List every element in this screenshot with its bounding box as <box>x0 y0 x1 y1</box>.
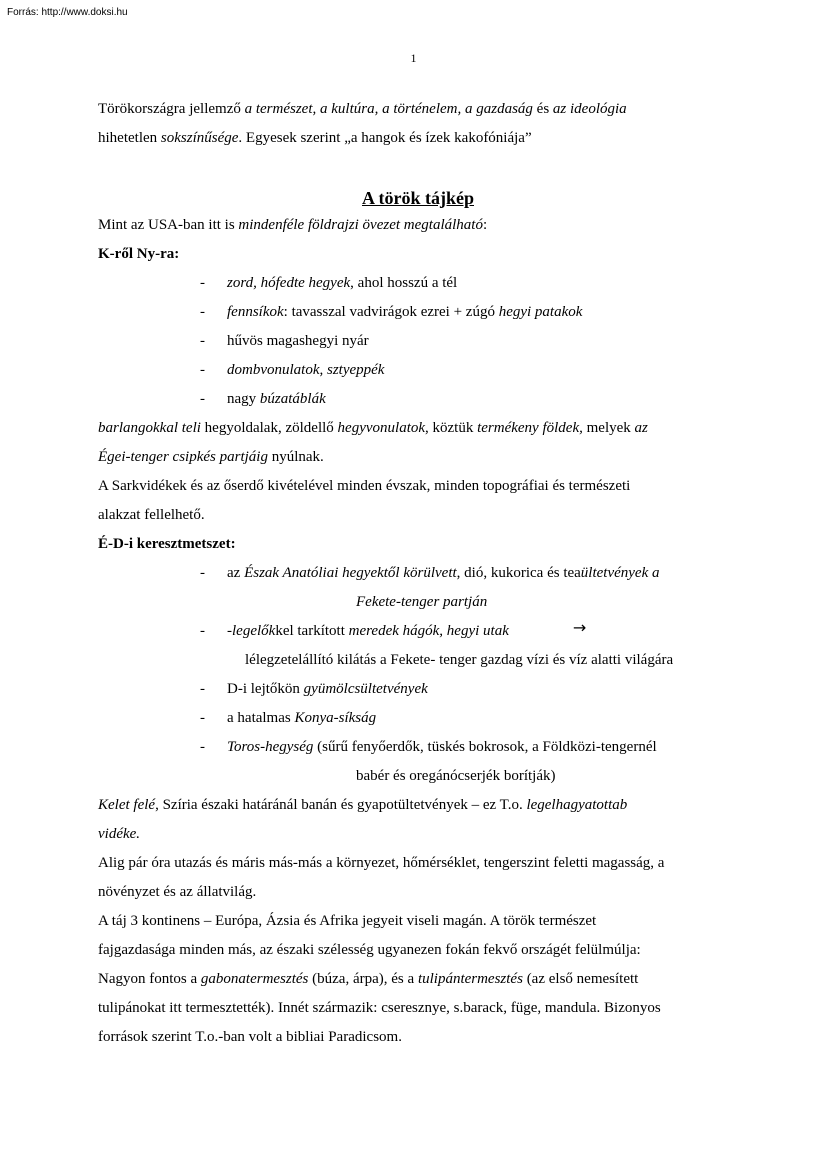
list-item: - hűvös magashegyi nyár <box>200 333 369 349</box>
italic-text: búzatáblák <box>259 391 326 407</box>
text: (az első nemesített <box>522 971 639 987</box>
list-item-continuation <box>98 588 738 617</box>
text: alakzat fellelhető. <box>98 507 205 523</box>
list-item: - nagy búzatáblák <box>200 391 326 407</box>
italic-text: tulipántermesztés <box>417 971 523 987</box>
text: források szerint T.o.-ban volt a bibliai Paradicsom. <box>98 1029 402 1045</box>
text: tulipánokat itt termesztették). Innét származik: cseresznye, s.barack, füge, mandula. Bizonyos <box>98 1000 661 1016</box>
text: , köztük <box>425 420 478 436</box>
italic-text: termékeny földek, <box>477 420 583 436</box>
list-item-continuation <box>98 762 738 791</box>
text: kel tarkított <box>275 623 349 639</box>
italic-text: vidéke. <box>98 826 141 842</box>
italic-text: az ideológia <box>552 101 627 117</box>
text: D-i lejtőkön <box>227 681 304 697</box>
text: : tavasszal vadvirágok ezrei + zúgó <box>283 304 499 320</box>
italic-text: Kelet felé <box>98 797 156 813</box>
list-item: - fennsíkok: tavasszal vadvirágok ezrei + zúgó hegyi patakok <box>200 304 583 320</box>
sarkvidek-paragraph <box>98 472 738 530</box>
text: , dió, kukorica és tea <box>456 565 581 581</box>
text: lélegzetelállító kilátás a Fekete- tenger gazdag vízi és víz alatti világára <box>245 652 674 668</box>
text: , ahol hosszú a tél <box>350 275 458 291</box>
italic-text: legelhagyatottab <box>526 797 628 813</box>
text: (sűrű fenyőerdők, tüskés bokrosok, a Földközi-tengernél <box>313 739 657 755</box>
italic-text: ültetvények a <box>580 565 660 581</box>
text: növényzet és az állatvilág. <box>98 884 257 900</box>
italic-text: dombvonulatok, sztyeppék <box>227 362 385 378</box>
section-title: A török tájkép <box>362 188 474 208</box>
list-item: - Toros-hegység (sűrű fenyőerdők, tüskés bokrosok, a Földközi-tengernél <box>200 739 657 755</box>
list-item: - D-i lejtőkön gyümölcsültetvények <box>200 681 428 697</box>
heading-east-west: K-ről Ny-ra: <box>98 246 180 262</box>
page-number: 1 <box>410 51 417 65</box>
italic-text: zord, hófedte hegyek <box>227 275 351 291</box>
italic-text: az <box>634 420 648 436</box>
italic-text: mindenféle földrajzi övezet megtalálható <box>238 217 483 233</box>
intro-paragraph <box>98 95 738 153</box>
italic-text: fennsíkok <box>227 304 284 320</box>
text: nagy <box>227 391 260 407</box>
kelet-paragraph <box>98 791 738 849</box>
list-item: - zord, hófedte hegyek, ahol hosszú a tél <box>200 275 458 291</box>
italic-text: Toros-hegység <box>227 739 314 755</box>
list-item-continuation <box>98 646 738 675</box>
italic-text: sokszínűsége <box>160 130 239 146</box>
north-south-list <box>98 559 738 791</box>
text: hűvös magashegyi nyár <box>227 333 369 349</box>
barlang-paragraph <box>98 414 738 472</box>
text: Törökországra jellemző <box>98 101 245 117</box>
italic-text: barlangokkal teli <box>98 420 201 436</box>
text: nyúlnak. <box>267 449 324 465</box>
heading-north-south: É-D-i keresztmetszet: <box>98 536 236 552</box>
italic-text: meredek hágók, hegyi utak <box>348 623 509 639</box>
text: fajgazdasága minden más, az északi szélesség ugyanezen fokán fekvő országét felülmúlja: <box>98 942 641 958</box>
text: és <box>532 101 553 117</box>
italic-text: gabonatermesztés <box>200 971 309 987</box>
text: . Egyesek szerint „a hangok és ízek kakofóniája” <box>238 130 532 146</box>
italic-text: gyümölcsültetvények <box>303 681 428 697</box>
text: Nagyon fontos a <box>98 971 201 987</box>
text: az <box>227 565 245 581</box>
text: , Szíria északi határánál banán és gyapotültetvények – ez T.o. <box>155 797 527 813</box>
italic-text: Égei-tenger csipkés partjáig <box>98 449 268 465</box>
text: Alig pár óra utazás és máris más-más a környezet, hőmérséklet, tengerszint feletti magasság, a <box>98 855 665 871</box>
text: babér és oregánócserjék borítják) <box>356 768 556 784</box>
text: Mint az USA-ban itt is <box>98 217 239 233</box>
text: : <box>482 217 488 233</box>
text: A Sarkvidékek és az őserdő kivételével minden évszak, minden topográfiai és természeti <box>98 478 631 494</box>
text: hihetetlen <box>98 130 161 146</box>
italic-text: hegyi patakok <box>498 304 583 320</box>
arrow-right-icon: → <box>572 618 587 637</box>
italic-text: a természet, a kultúra, a történelem, a gazdaság <box>244 101 533 117</box>
list-item: - dombvonulatok, sztyeppék <box>200 362 385 378</box>
source-url: Forrás: http://www.doksi.hu <box>7 7 128 18</box>
list-item: - a hatalmas Konya-síkság <box>200 710 377 726</box>
italic-text: Konya-síkság <box>294 710 377 726</box>
text: A táj 3 kontinens – Európa, Ázsia és Afrika jegyeit viseli magán. A török természet <box>98 913 597 929</box>
text: hegyoldalak, zöldellő <box>200 420 338 436</box>
italic-text: hegyvonulatok <box>337 420 426 436</box>
east-west-list <box>98 269 738 414</box>
text: (búza, árpa), és a <box>308 971 418 987</box>
document-body <box>98 95 738 1052</box>
italic-text: Fekete-tenger partján <box>356 594 488 610</box>
taj-paragraph <box>98 907 738 1052</box>
italic-text: Észak Anatóliai hegyektől körülvett <box>244 565 457 581</box>
text: melyek <box>582 420 635 436</box>
list-item: - -legelőkkel tarkított meredek hágók, hegyi utak → <box>200 618 587 639</box>
text: a hatalmas <box>227 710 295 726</box>
italic-text: legelők <box>232 623 276 639</box>
text: - <box>227 623 232 639</box>
usa-line <box>98 211 738 240</box>
alig-paragraph <box>98 849 738 907</box>
list-item: - az Észak Anatóliai hegyektől körülvett, dió, kukorica és teaültetvények a <box>200 565 660 581</box>
